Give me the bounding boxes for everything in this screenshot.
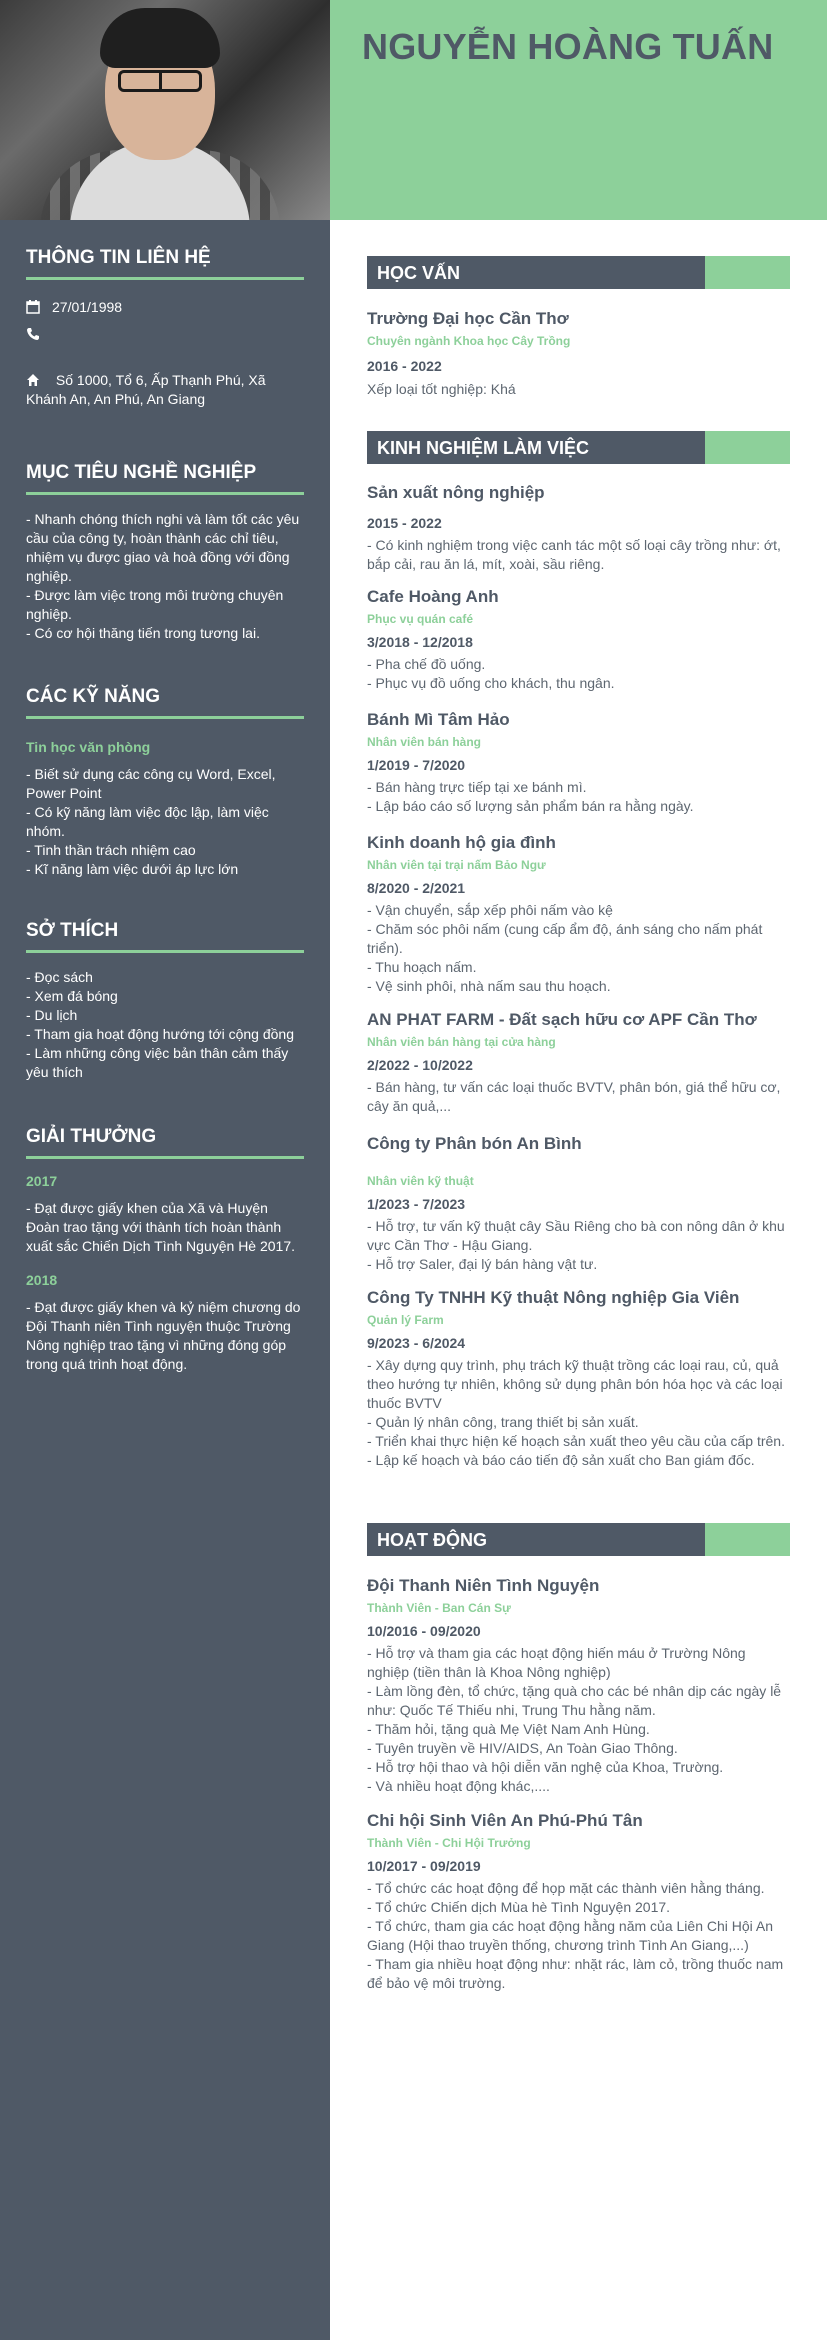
company-name: Công Ty TNHH Kỹ thuật Nông nghiệp Gia Viên xyxy=(367,1288,740,1307)
activity-role: Thành Viên - Ban Cán Sự xyxy=(367,1601,511,1615)
section-bar-accent xyxy=(705,431,790,464)
education-note: Xếp loại tốt nghiệp: Khá xyxy=(367,381,516,397)
job-dates: 2015 - 2022 xyxy=(367,515,442,531)
activity-description: - Hỗ trợ và tham gia các hoạt động hiến máu ở Trường Nông nghiệp (tiền thân là Khoa Nông nghiệp) - Làm lồng đèn, tổ chức, tặng quà cho các bé nhân dịp các ngày lễ như: Quốc Tế Thiếu nhi, Trung Thu hằng năm. - Thăm hỏi, tặng quà Mẹ Việt Nam Anh Hùng. - Tuyên truyền về HIV/AIDS, An Toàn Giao Thông. - Hỗ trợ hội thao và hội diễn văn nghệ của Khoa, Trường. - Và nhiều hoạt động khác,.... xyxy=(367,1645,782,1794)
activities-title: HOẠT ĐỘNG xyxy=(377,1530,487,1550)
award-year: 2018 xyxy=(26,1272,58,1288)
job-dates: 1/2023 - 7/2023 xyxy=(367,1196,466,1212)
job-description: - Hỗ trợ, tư vấn kỹ thuật cây Sầu Riêng cho bà con nông dân ở khu vực Cần Thơ - Hậu Giang. - Hỗ trợ Saler, đại lý bán hàng vật tư. xyxy=(367,1218,785,1272)
calendar-icon xyxy=(26,300,40,314)
experience-item xyxy=(367,483,790,574)
section-bar-accent xyxy=(705,256,790,289)
job-description: - Vận chuyển, sắp xếp phôi nấm vào kệ - Chăm sóc phôi nấm (cung cấp ẩm độ, ánh sáng cho nấm phát triển). - Thu hoạch nấm. - Vệ sinh phôi, nhà nấm sau thu hoạch. xyxy=(367,902,763,994)
education-dates: 2016 - 2022 xyxy=(367,358,442,374)
education-header xyxy=(367,256,790,289)
experience-item xyxy=(367,710,790,816)
job-role: Nhân viên bán hàng tại cửa hàng xyxy=(367,1035,556,1049)
company-name: Cafe Hoàng Anh xyxy=(367,587,499,606)
award-text: - Đạt được giấy khen và kỷ niệm chương do Đội Thanh niên Tình nguyện thuộc Trường Nông nghiệp trao tặng vì những đóng góp trong quá trình hoạt động. xyxy=(26,1299,301,1372)
skills-section xyxy=(26,686,304,879)
phone-row xyxy=(26,325,304,341)
company-name: Bánh Mì Tâm Hảo xyxy=(367,710,510,729)
name-header xyxy=(330,0,827,220)
job-role: Quản lý Farm xyxy=(367,1313,444,1327)
major: Chuyên ngành Khoa học Cây Trồng xyxy=(367,334,571,348)
birthday-text: 27/01/1998 xyxy=(52,299,123,315)
company-name: Công ty Phân bón An Bình xyxy=(367,1134,582,1153)
phone-icon xyxy=(26,327,40,341)
award-text: - Đạt được giấy khen của Xã và Huyện Đoàn trao tặng với thành tích hoàn thành xuất sắc Chiến Dịch Tình Nguyện Hè 2017. xyxy=(26,1200,296,1254)
awards-section xyxy=(26,1126,304,1374)
hobbies-title: SỞ THÍCH xyxy=(26,920,304,953)
job-description: - Bán hàng, tư vấn các loại thuốc BVTV, phân bón, giá thể hữu cơ, cây ăn quả,... xyxy=(367,1079,781,1114)
hobbies-section xyxy=(26,920,304,1082)
objective-title: MỤC TIÊU NGHỀ NGHIỆP xyxy=(26,462,304,495)
experience-title: KINH NGHIỆM LÀM VIỆC xyxy=(377,438,590,458)
education-title: HỌC VẤN xyxy=(377,263,461,283)
activities-header xyxy=(367,1523,790,1556)
job-role: Nhân viên kỹ thuật xyxy=(367,1174,474,1188)
job-dates: 9/2023 - 6/2024 xyxy=(367,1335,466,1351)
job-description: - Xây dựng quy trình, phụ trách kỹ thuật trồng các loại rau, củ, quả theo hướng tự nhiên, không sử dụng phân bón hóa học và các loại thuốc BVTV - Quản lý nhân công, trang thiết bị sản xuất. - Triển khai thực hiện kế hoạch sản xuất theo yêu cầu của cấp trên. - Lập kế hoạch và báo cáo tiến độ sản xuất cho Ban giám đốc. xyxy=(367,1357,785,1468)
job-role: Nhân viên bán hàng xyxy=(367,735,482,749)
experience-item xyxy=(367,833,790,996)
candidate-name: NGUYỄN HOÀNG TUẤN xyxy=(362,26,774,67)
job-dates: 1/2019 - 7/2020 xyxy=(367,757,466,773)
company-name: Kinh doanh hộ gia đình xyxy=(367,833,556,852)
address-row xyxy=(26,371,304,409)
objective-section xyxy=(26,462,304,643)
contact-title: THÔNG TIN LIÊN HỆ xyxy=(26,247,304,280)
skills-text: - Biết sử dụng các công cụ Word, Excel, Power Point - Có kỹ năng làm việc độc lập, làm việc nhóm. - Tinh thần trách nhiệm cao - Kĩ năng làm việc dưới áp lực lớn xyxy=(26,766,276,877)
job-description: - Có kinh nghiệm trong việc canh tác một số loại cây trồng như: ớt, bắp cải, rau ăn lá, mít, xoài, sầu riêng. xyxy=(367,537,781,572)
experience-item xyxy=(367,1288,790,1470)
activity-role: Thành Viên - Chi Hội Trưởng xyxy=(367,1836,531,1850)
contact-section xyxy=(26,247,304,409)
photo-hair xyxy=(100,8,220,68)
job-dates: 8/2020 - 2/2021 xyxy=(367,880,466,896)
job-description: - Pha chế đồ uống. - Phục vụ đồ uống cho khách, thu ngân. xyxy=(367,656,615,691)
job-description: - Bán hàng trực tiếp tại xe bánh mì. - Lập báo cáo số lượng sản phẩm bán ra hằng ngày. xyxy=(367,779,694,814)
profile-photo xyxy=(0,0,330,220)
skills-title: CÁC KỸ NĂNG xyxy=(26,686,304,719)
birthday-row xyxy=(26,298,304,317)
education-entry xyxy=(367,309,790,399)
award-year: 2017 xyxy=(26,1173,58,1189)
experience-item xyxy=(367,1010,790,1116)
job-dates: 3/2018 - 12/2018 xyxy=(367,634,473,650)
activity-item xyxy=(367,1576,790,1796)
skills-subtitle: Tin học văn phòng xyxy=(26,739,151,755)
activity-dates: 10/2016 - 09/2020 xyxy=(367,1623,481,1639)
photo-glasses xyxy=(118,70,202,92)
organization-name: Chi hội Sinh Viên An Phú-Phú Tân xyxy=(367,1811,643,1830)
section-bar-accent xyxy=(705,1523,790,1556)
objective-text: - Nhanh chóng thích nghi và làm tốt các yêu cầu của công ty, hoàn thành các chỉ tiêu, nhiệm vụ được giao và hoà đồng với đồng nghiệp. - Được làm việc trong môi trường chuyên nghiệp. - Có cơ hội thăng tiến trong tương lai. xyxy=(26,511,300,641)
awards-title: GIẢI THƯỞNG xyxy=(26,1126,304,1159)
activity-description: - Tổ chức các hoạt động để họp mặt các thành viên hằng tháng. - Tổ chức Chiến dịch Mùa hè Tình Nguyện 2017. - Tổ chức, tham gia các hoạt động hằng năm của Liên Chi Hội An Giang (Hội thao truyền thống, chương trình Tình An Giang,...) - Tham gia nhiều hoạt động như: nhặt rác, làm cỏ, trồng thuốc nam để bảo vệ môi trường. xyxy=(367,1880,784,1991)
job-role: Nhân viên tại trại nấm Bảo Ngư xyxy=(367,858,546,872)
job-dates: 2/2022 - 10/2022 xyxy=(367,1057,473,1073)
address-text: Số 1000, Tổ 6, Ấp Thạnh Phú, Xã Khánh An, An Phú, An Giang xyxy=(26,372,266,407)
hobbies-text: - Đọc sách - Xem đá bóng - Du lịch - Tham gia hoạt động hướng tới cộng đồng - Làm những công việc bản thân cảm thấy yêu thích xyxy=(26,969,294,1080)
school-name: Trường Đại học Cần Thơ xyxy=(367,309,569,328)
organization-name: Đội Thanh Niên Tình Nguyện xyxy=(367,1576,600,1595)
experience-header xyxy=(367,431,790,464)
home-icon xyxy=(26,373,40,387)
job-role: Phục vụ quán café xyxy=(367,612,474,626)
company-name: AN PHAT FARM - Đất sạch hữu cơ APF Cần Thơ xyxy=(367,1010,757,1029)
company-name: Sản xuất nông nghiệp xyxy=(367,483,545,502)
activity-dates: 10/2017 - 09/2019 xyxy=(367,1858,481,1874)
experience-item xyxy=(367,587,790,693)
experience-item xyxy=(367,1134,790,1274)
activity-item xyxy=(367,1811,790,1993)
